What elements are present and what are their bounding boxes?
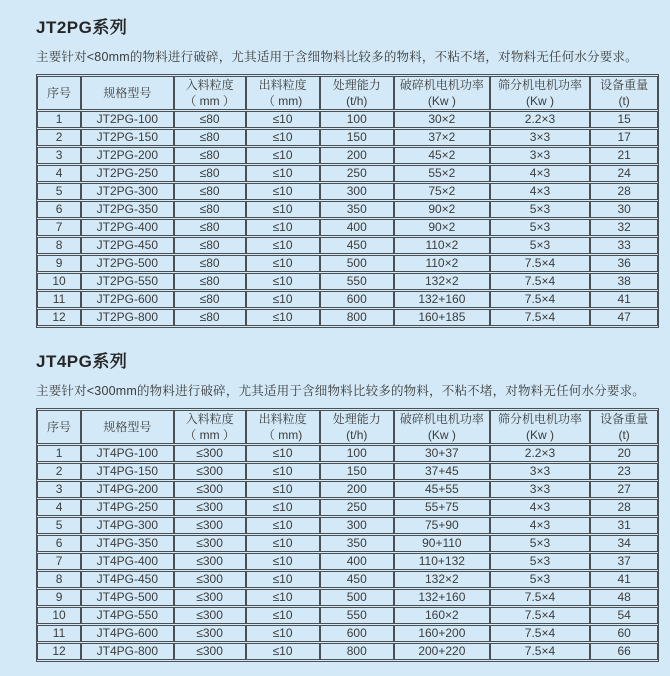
table-cell: 5×3: [490, 237, 591, 254]
column-header: [590, 76, 658, 110]
column-header-line: （ mm ）: [184, 94, 235, 108]
table-cell: JT2PG-600: [81, 291, 174, 308]
table-cell: JT4PG-400: [81, 553, 174, 570]
table-cell: JT2PG-200: [81, 147, 174, 164]
table-cell: 75+90: [394, 517, 490, 534]
table-cell: 4×3: [490, 517, 591, 534]
table-cell: 38: [590, 273, 658, 290]
table-cell: 4: [37, 165, 81, 182]
table-cell: 132×2: [394, 273, 490, 290]
table-cell: 60: [590, 625, 658, 642]
column-header-line: (t/h): [346, 94, 368, 108]
table-cell: 21: [590, 147, 658, 164]
table-cell: JT4PG-350: [81, 535, 174, 552]
table-cell: 15: [590, 111, 658, 128]
table-cell: ≤10: [246, 219, 320, 236]
table-row: [37, 309, 658, 326]
table-cell: 37×2: [394, 129, 490, 146]
column-header: [174, 76, 246, 110]
table-cell: 150: [320, 129, 395, 146]
table-cell: 24: [590, 165, 658, 182]
column-header-line: (t/h): [346, 428, 368, 442]
table-cell: 2.2×3: [490, 111, 591, 128]
table-cell: 4: [37, 499, 81, 516]
table-cell: ≤10: [246, 553, 320, 570]
table-cell: 7.5×4: [490, 255, 591, 272]
table-cell: 7.5×4: [490, 273, 591, 290]
column-header-line: 设备重量: [600, 412, 649, 426]
table-cell: 132×2: [394, 571, 490, 588]
table-cell: JT2PG-250: [81, 165, 174, 182]
table-cell: 7.5×4: [490, 291, 591, 308]
table-cell: 160×2: [394, 607, 490, 624]
table-cell: 150: [320, 463, 395, 480]
table-cell: 600: [320, 291, 395, 308]
column-header-line: （ mm ）: [184, 428, 235, 442]
table-row: [37, 201, 658, 218]
series-section-jt4pg: [36, 347, 659, 662]
column-header-line: 出料粒度: [258, 412, 307, 426]
table-cell: 41: [590, 291, 658, 308]
table-cell: 3×3: [490, 147, 591, 164]
table-row: [37, 111, 658, 128]
column-header: [320, 410, 395, 444]
table-cell: JT4PG-600: [81, 625, 174, 642]
table-cell: 37+45: [394, 463, 490, 480]
table-cell: 48: [590, 589, 658, 606]
table-cell: JT4PG-800: [81, 643, 174, 660]
column-header: [490, 76, 591, 110]
column-header: [490, 410, 591, 444]
table-cell: 300: [320, 183, 395, 200]
table-cell: ≤80: [174, 165, 246, 182]
table-row: [37, 517, 658, 534]
table-cell: JT2PG-450: [81, 237, 174, 254]
table-cell: ≤10: [246, 481, 320, 498]
table-cell: 10: [37, 273, 81, 290]
table-cell: 7.5×4: [490, 589, 591, 606]
table-cell: 30+37: [394, 445, 490, 462]
table-cell: ≤10: [246, 309, 320, 326]
table-cell: ≤10: [246, 129, 320, 146]
table-cell: 450: [320, 571, 395, 588]
table-cell: 7.5×4: [490, 309, 591, 326]
table-cell: 75×2: [394, 183, 490, 200]
table-cell: 11: [37, 625, 81, 642]
table-cell: 5×3: [490, 571, 591, 588]
table-cell: 4×3: [490, 183, 591, 200]
table-row: [37, 499, 658, 516]
table-cell: ≤10: [246, 291, 320, 308]
table-cell: ≤10: [246, 625, 320, 642]
table-cell: ≤10: [246, 643, 320, 660]
table-cell: ≤10: [246, 445, 320, 462]
table-cell: JT2PG-550: [81, 273, 174, 290]
table-row: [37, 571, 658, 588]
table-cell: ≤80: [174, 291, 246, 308]
table-cell: 90×2: [394, 201, 490, 218]
table-cell: ≤300: [174, 607, 246, 624]
header-row: [37, 410, 658, 444]
table-cell: ≤300: [174, 499, 246, 516]
table-cell: JT4PG-200: [81, 481, 174, 498]
section-title-jt4pg: JT4PG系列: [36, 352, 128, 371]
column-header-line: 筛分机电机功率: [497, 412, 582, 426]
table-cell: 55×2: [394, 165, 490, 182]
column-header: [320, 76, 395, 110]
table-cell: JT4PG-250: [81, 499, 174, 516]
table-cell: 3×3: [490, 129, 591, 146]
table-cell: 7.5×4: [490, 607, 591, 624]
column-header-line: 序号: [47, 86, 72, 100]
table-cell: 5: [37, 517, 81, 534]
table-cell: 2: [37, 463, 81, 480]
table-cell: 5×3: [490, 553, 591, 570]
table-cell: 132+160: [394, 589, 490, 606]
table-cell: 110×2: [394, 237, 490, 254]
table-cell: ≤10: [246, 183, 320, 200]
table-row: [37, 147, 658, 164]
table-cell: ≤80: [174, 111, 246, 128]
table-cell: ≤80: [174, 129, 246, 146]
column-header-line: 处理能力: [332, 78, 381, 92]
table-cell: 55+75: [394, 499, 490, 516]
table-cell: ≤10: [246, 255, 320, 272]
table-row: [37, 463, 658, 480]
table-cell: 12: [37, 643, 81, 660]
table-row: [37, 291, 658, 308]
table-cell: 2.2×3: [490, 445, 591, 462]
table-cell: 28: [590, 499, 658, 516]
column-header-line: 处理能力: [332, 412, 381, 426]
table-cell: 350: [320, 201, 395, 218]
column-header: [394, 410, 490, 444]
table-cell: 7: [37, 553, 81, 570]
table-cell: 31: [590, 517, 658, 534]
table-cell: 90×2: [394, 219, 490, 236]
table-cell: 5: [37, 183, 81, 200]
table-cell: 36: [590, 255, 658, 272]
column-header-line: 筛分机电机功率: [497, 78, 582, 92]
table-cell: 20: [590, 445, 658, 462]
table-cell: ≤10: [246, 571, 320, 588]
table-cell: 550: [320, 607, 395, 624]
table-cell: 132+160: [394, 291, 490, 308]
table-cell: ≤80: [174, 273, 246, 290]
column-header-line: (t): [618, 428, 630, 442]
table-cell: 110×2: [394, 255, 490, 272]
table-row: [37, 237, 658, 254]
table-cell: ≤300: [174, 517, 246, 534]
table-row: [37, 183, 658, 200]
table-cell: 66: [590, 643, 658, 660]
table-cell: ≤10: [246, 535, 320, 552]
table-cell: 17: [590, 129, 658, 146]
column-header: [246, 76, 320, 110]
column-header-line: 破碎机电机功率: [399, 78, 484, 92]
table-cell: ≤10: [246, 607, 320, 624]
table-cell: ≤80: [174, 219, 246, 236]
column-header-line: (Kw ): [427, 428, 456, 442]
table-cell: 500: [320, 255, 395, 272]
table-cell: ≤10: [246, 517, 320, 534]
header-row: [37, 76, 658, 110]
table-cell: 160+200: [394, 625, 490, 642]
table-cell: 250: [320, 165, 395, 182]
table-row: [37, 481, 658, 498]
table-cell: 160+185: [394, 309, 490, 326]
column-header-line: (Kw ): [525, 94, 554, 108]
table-cell: 8: [37, 237, 81, 254]
table-cell: 11: [37, 291, 81, 308]
table-cell: 300: [320, 517, 395, 534]
table-cell: 200+220: [394, 643, 490, 660]
table-cell: ≤10: [246, 499, 320, 516]
table-cell: JT4PG-300: [81, 517, 174, 534]
table-cell: 90+110: [394, 535, 490, 552]
table-row: [37, 273, 658, 290]
section-title-jt2pg: JT2PG系列: [36, 18, 128, 37]
series-section-jt2pg: [36, 13, 659, 328]
table-cell: 3: [37, 147, 81, 164]
table-cell: ≤300: [174, 463, 246, 480]
table-cell: 3: [37, 481, 81, 498]
table-cell: ≤10: [246, 165, 320, 182]
table-cell: JT2PG-400: [81, 219, 174, 236]
table-cell: 600: [320, 625, 395, 642]
table-cell: 9: [37, 589, 81, 606]
table-cell: ≤10: [246, 111, 320, 128]
table-cell: 32: [590, 219, 658, 236]
column-header: [174, 410, 246, 444]
table-cell: 350: [320, 535, 395, 552]
column-header: [81, 76, 174, 110]
table-cell: ≤300: [174, 625, 246, 642]
column-header-line: （ mm): [262, 428, 303, 442]
table-cell: ≤80: [174, 255, 246, 272]
table-cell: 400: [320, 219, 395, 236]
column-header-line: 入料粒度: [185, 412, 234, 426]
table-cell: ≤80: [174, 309, 246, 326]
table-cell: 8: [37, 571, 81, 588]
column-header-line: 设备重量: [600, 78, 649, 92]
table-cell: 200: [320, 481, 395, 498]
table-cell: 10: [37, 607, 81, 624]
table-cell: 45+55: [394, 481, 490, 498]
table-cell: 400: [320, 553, 395, 570]
table-cell: ≤300: [174, 445, 246, 462]
table-cell: 7: [37, 219, 81, 236]
table-cell: ≤300: [174, 643, 246, 660]
table-cell: 2: [37, 129, 81, 146]
column-header-line: 序号: [47, 420, 72, 434]
table-cell: 34: [590, 535, 658, 552]
table-cell: 1: [37, 111, 81, 128]
table-cell: 550: [320, 273, 395, 290]
table-cell: 3×3: [490, 463, 591, 480]
table-row: [37, 607, 658, 624]
section-description-jt2pg: 主要针对<80mm的物料进行破碎，尤其适用于含细物料比较多的物料，不粘不堵，对物料无任何水分要求。: [36, 50, 638, 64]
table-cell: 7.5×4: [490, 625, 591, 642]
table-cell: JT4PG-500: [81, 589, 174, 606]
table-cell: 30: [590, 201, 658, 218]
table-cell: 28: [590, 183, 658, 200]
table-cell: 6: [37, 201, 81, 218]
table-cell: 250: [320, 499, 395, 516]
table-cell: JT2PG-800: [81, 309, 174, 326]
table-cell: ≤10: [246, 273, 320, 290]
table-cell: 30×2: [394, 111, 490, 128]
table-cell: 110+132: [394, 553, 490, 570]
column-header: [246, 410, 320, 444]
table-cell: 1: [37, 445, 81, 462]
column-header-line: 入料粒度: [185, 78, 234, 92]
table-cell: ≤10: [246, 237, 320, 254]
column-header: [37, 410, 81, 444]
table-cell: JT4PG-150: [81, 463, 174, 480]
table-cell: ≤300: [174, 571, 246, 588]
table-row: [37, 535, 658, 552]
column-header: [81, 410, 174, 444]
table-cell: JT2PG-150: [81, 129, 174, 146]
table-cell: ≤10: [246, 463, 320, 480]
table-cell: ≤80: [174, 183, 246, 200]
table-cell: ≤80: [174, 201, 246, 218]
table-cell: 100: [320, 111, 395, 128]
table-cell: JT2PG-100: [81, 111, 174, 128]
table-row: [37, 165, 658, 182]
column-header-line: 规格型号: [103, 86, 152, 100]
table-cell: 450: [320, 237, 395, 254]
table-cell: JT4PG-550: [81, 607, 174, 624]
table-cell: 100: [320, 445, 395, 462]
table-cell: 5×3: [490, 535, 591, 552]
table-row: [37, 589, 658, 606]
table-cell: ≤80: [174, 237, 246, 254]
table-cell: 12: [37, 309, 81, 326]
table-cell: 23: [590, 463, 658, 480]
spec-table-jt4pg: [36, 408, 659, 662]
table-row: [37, 553, 658, 570]
table-cell: 9: [37, 255, 81, 272]
table-cell: 5×3: [490, 201, 591, 218]
table-row: [37, 445, 658, 462]
table-cell: ≤300: [174, 481, 246, 498]
table-cell: 41: [590, 571, 658, 588]
table-cell: ≤10: [246, 147, 320, 164]
table-row: [37, 219, 658, 236]
table-cell: 47: [590, 309, 658, 326]
column-header-line: （ mm): [262, 94, 303, 108]
table-cell: 500: [320, 589, 395, 606]
section-description-jt4pg: 主要针对<300mm的物料进行破碎，尤其适用于含细物料比较多的物料，不粘不堵，对物料无任何水分要求。: [36, 384, 645, 398]
table-cell: 6: [37, 535, 81, 552]
table-cell: JT4PG-450: [81, 571, 174, 588]
column-header-line: (t): [618, 94, 630, 108]
table-cell: JT4PG-100: [81, 445, 174, 462]
column-header: [590, 410, 658, 444]
column-header-line: (Kw ): [427, 94, 456, 108]
table-row: [37, 643, 658, 660]
table-cell: 5×3: [490, 219, 591, 236]
column-header-line: 规格型号: [103, 420, 152, 434]
table-cell: ≤300: [174, 589, 246, 606]
column-header-line: (Kw ): [525, 428, 554, 442]
table-cell: 27: [590, 481, 658, 498]
table-cell: JT2PG-350: [81, 201, 174, 218]
table-cell: 800: [320, 309, 395, 326]
table-row: [37, 255, 658, 272]
table-cell: 7.5×4: [490, 643, 591, 660]
column-header: [394, 76, 490, 110]
table-cell: ≤10: [246, 201, 320, 218]
column-header-line: 出料粒度: [258, 78, 307, 92]
table-cell: JT2PG-500: [81, 255, 174, 272]
table-cell: 4×3: [490, 499, 591, 516]
table-row: [37, 625, 658, 642]
table-cell: 37: [590, 553, 658, 570]
table-cell: JT2PG-300: [81, 183, 174, 200]
table-cell: 45×2: [394, 147, 490, 164]
spec-table-jt2pg: [36, 74, 659, 328]
table-cell: 33: [590, 237, 658, 254]
column-header: [37, 76, 81, 110]
table-cell: ≤10: [246, 589, 320, 606]
table-cell: ≤300: [174, 553, 246, 570]
table-cell: 4×3: [490, 165, 591, 182]
table-cell: 200: [320, 147, 395, 164]
table-cell: 54: [590, 607, 658, 624]
table-cell: 800: [320, 643, 395, 660]
column-header-line: 破碎机电机功率: [399, 412, 484, 426]
table-cell: ≤300: [174, 535, 246, 552]
table-cell: 3×3: [490, 481, 591, 498]
table-cell: ≤80: [174, 147, 246, 164]
table-row: [37, 129, 658, 146]
